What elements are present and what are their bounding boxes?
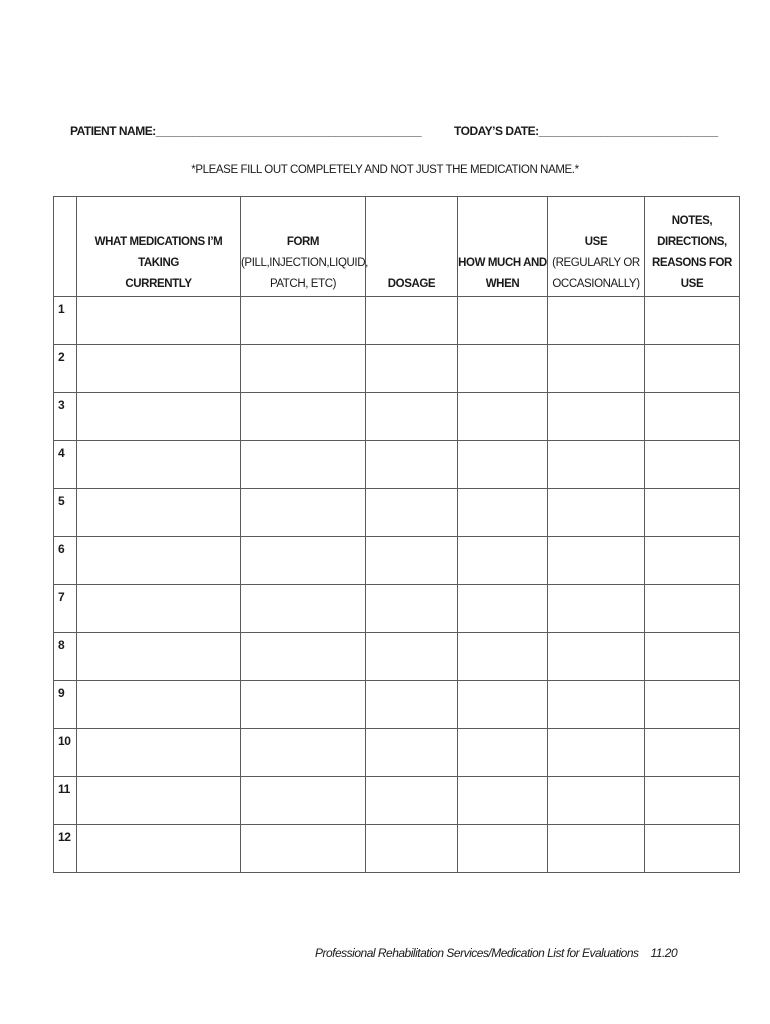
entry-cell[interactable] xyxy=(241,393,366,441)
entry-cell[interactable] xyxy=(366,297,458,345)
column-header-line: (PILL,INJECTION,LIQUID, xyxy=(241,257,368,269)
table-row xyxy=(54,633,740,681)
entry-cell[interactable] xyxy=(645,777,740,825)
entry-cell[interactable] xyxy=(77,297,241,345)
entry-cell[interactable] xyxy=(548,537,645,585)
row-number: 7 xyxy=(54,585,77,633)
entry-cell[interactable] xyxy=(366,393,458,441)
entry-cell[interactable] xyxy=(366,633,458,681)
row-number-header xyxy=(54,197,77,297)
entry-cell[interactable] xyxy=(645,681,740,729)
entry-cell[interactable] xyxy=(241,777,366,825)
column-header-line: FORM xyxy=(286,236,320,248)
form-header xyxy=(241,197,366,297)
table-row xyxy=(54,537,740,585)
entry-cell[interactable] xyxy=(548,297,645,345)
entry-cell[interactable] xyxy=(366,777,458,825)
medication-name-header xyxy=(77,197,241,297)
notes-header xyxy=(645,197,740,297)
column-header-line: CURRENTLY xyxy=(125,278,192,290)
entry-cell[interactable] xyxy=(77,585,241,633)
row-number: 8 xyxy=(54,633,77,681)
entry-cell[interactable] xyxy=(241,729,366,777)
row-number: 1 xyxy=(54,297,77,345)
entry-cell[interactable] xyxy=(645,633,740,681)
entry-cell[interactable] xyxy=(645,729,740,777)
entry-cell[interactable] xyxy=(458,585,548,633)
column-header-line: USE xyxy=(584,236,608,248)
column-header-line: DIRECTIONS, xyxy=(657,236,727,248)
entry-cell[interactable] xyxy=(366,489,458,537)
entry-cell[interactable] xyxy=(366,585,458,633)
row-number: 9 xyxy=(54,681,77,729)
row-number: 2 xyxy=(54,345,77,393)
table-row xyxy=(54,777,740,825)
entry-cell[interactable] xyxy=(366,345,458,393)
table-row xyxy=(54,393,740,441)
entry-cell[interactable] xyxy=(458,825,548,873)
entry-cell[interactable] xyxy=(77,393,241,441)
row-number: 3 xyxy=(54,393,77,441)
entry-cell[interactable] xyxy=(645,825,740,873)
entry-cell[interactable] xyxy=(458,297,548,345)
entry-cell[interactable] xyxy=(645,489,740,537)
fill-out-instruction: *PLEASE FILL OUT COMPLETELY AND NOT JUST THE MEDICATION NAME.* xyxy=(191,164,579,176)
entry-cell[interactable] xyxy=(645,585,740,633)
entry-cell[interactable] xyxy=(77,489,241,537)
entry-cell[interactable] xyxy=(366,729,458,777)
dosage-header xyxy=(366,197,458,297)
entry-cell[interactable] xyxy=(458,681,548,729)
entry-cell[interactable] xyxy=(548,681,645,729)
entry-cell[interactable] xyxy=(548,393,645,441)
row-number: 11 xyxy=(54,777,77,825)
entry-cell[interactable] xyxy=(645,537,740,585)
entry-cell[interactable] xyxy=(458,489,548,537)
column-header-line: DOSAGE xyxy=(387,278,436,290)
entry-cell[interactable] xyxy=(548,729,645,777)
patient-info-line xyxy=(70,124,718,144)
entry-cell[interactable] xyxy=(458,537,548,585)
row-number: 5 xyxy=(54,489,77,537)
entry-cell[interactable] xyxy=(241,345,366,393)
table-row xyxy=(54,585,740,633)
entry-cell[interactable] xyxy=(458,441,548,489)
entry-cell[interactable] xyxy=(77,537,241,585)
column-header-line: WHAT MEDICATIONS I’M TAKING xyxy=(94,236,223,269)
entry-cell[interactable] xyxy=(645,441,740,489)
entry-cell[interactable] xyxy=(548,777,645,825)
entry-cell[interactable] xyxy=(548,585,645,633)
column-header-line: REASONS FOR USE xyxy=(652,257,732,290)
table-row xyxy=(54,441,740,489)
entry-cell[interactable] xyxy=(241,585,366,633)
entry-cell[interactable] xyxy=(645,345,740,393)
use-header xyxy=(548,197,645,297)
how-much-when-header xyxy=(458,197,548,297)
column-header-line: (REGULARLY OR xyxy=(552,257,640,269)
entry-cell[interactable] xyxy=(458,393,548,441)
entry-cell[interactable] xyxy=(548,633,645,681)
table-row xyxy=(54,681,740,729)
entry-cell[interactable] xyxy=(548,825,645,873)
entry-cell[interactable] xyxy=(645,297,740,345)
table-header-row xyxy=(54,197,740,297)
entry-cell[interactable] xyxy=(77,681,241,729)
entry-cell[interactable] xyxy=(548,489,645,537)
column-header-line: WHEN xyxy=(485,278,520,290)
table-row xyxy=(54,729,740,777)
todays-date-field[interactable]: TODAY’S DATE:_____________________________ xyxy=(454,124,718,138)
entry-cell[interactable] xyxy=(241,825,366,873)
entry-cell[interactable] xyxy=(645,393,740,441)
table-row xyxy=(54,345,740,393)
row-number: 4 xyxy=(54,441,77,489)
table-row xyxy=(54,825,740,873)
entry-cell[interactable] xyxy=(241,633,366,681)
entry-cell[interactable] xyxy=(241,537,366,585)
entry-cell[interactable] xyxy=(458,777,548,825)
footer xyxy=(315,946,677,960)
entry-cell[interactable] xyxy=(458,345,548,393)
entry-cell[interactable] xyxy=(548,345,645,393)
entry-cell[interactable] xyxy=(241,441,366,489)
entry-cell[interactable] xyxy=(77,345,241,393)
column-header-line: HOW MUCH AND xyxy=(458,257,547,269)
entry-cell[interactable] xyxy=(458,633,548,681)
entry-cell[interactable] xyxy=(241,681,366,729)
patient-name-field[interactable]: PATIENT NAME:___________________________________________ xyxy=(70,124,422,138)
footer-text: Professional Rehabilitation Services/Medication List for Evaluations xyxy=(315,946,639,960)
row-number: 6 xyxy=(54,537,77,585)
entry-cell[interactable] xyxy=(366,441,458,489)
table-row xyxy=(54,489,740,537)
entry-cell[interactable] xyxy=(77,825,241,873)
entry-cell[interactable] xyxy=(241,489,366,537)
entry-cell[interactable] xyxy=(366,537,458,585)
row-number: 12 xyxy=(54,825,77,873)
entry-cell[interactable] xyxy=(77,441,241,489)
entry-cell[interactable] xyxy=(77,729,241,777)
table-row xyxy=(54,297,740,345)
column-header-line: PATCH, ETC) xyxy=(269,278,337,290)
entry-cell[interactable] xyxy=(366,825,458,873)
entry-cell[interactable] xyxy=(77,777,241,825)
entry-cell[interactable] xyxy=(366,681,458,729)
column-header-line: OCCASIONALLY) xyxy=(552,278,640,290)
entry-cell[interactable] xyxy=(241,297,366,345)
entry-cell[interactable] xyxy=(77,633,241,681)
entry-cell[interactable] xyxy=(458,729,548,777)
footer-version: 11.20 xyxy=(650,946,678,960)
medication-table xyxy=(53,196,740,873)
row-number: 10 xyxy=(54,729,77,777)
column-header-line: NOTES, xyxy=(671,215,713,227)
entry-cell[interactable] xyxy=(548,441,645,489)
